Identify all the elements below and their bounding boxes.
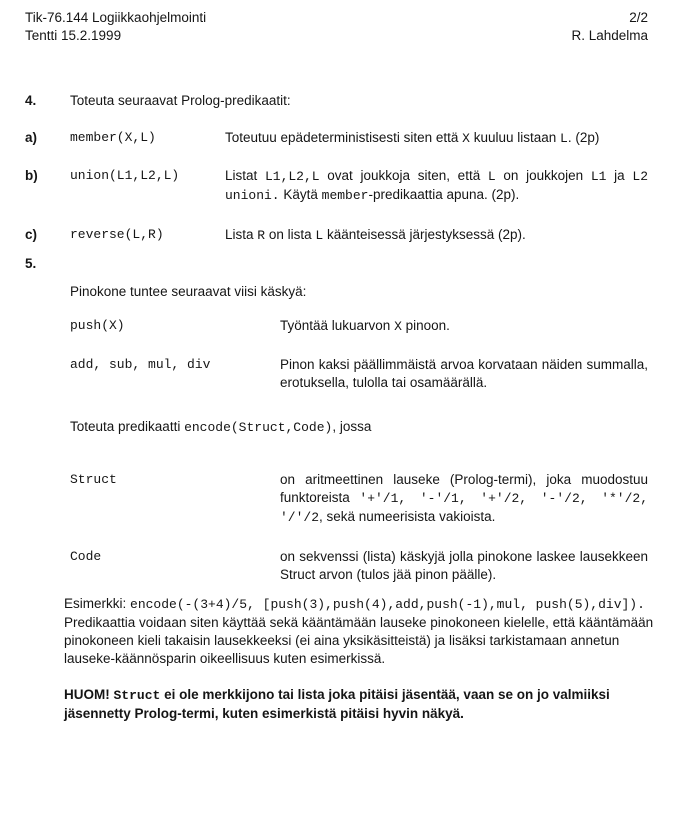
item-c bbox=[25, 226, 648, 245]
header-left bbox=[25, 9, 206, 45]
item-a-description: Toteutuu epädeterministisesti siten että X kuuluu listaan L. (2p) bbox=[225, 130, 600, 146]
encode-task: Toteuta predikaatti encode(Struct,Code), jossa bbox=[70, 419, 372, 435]
command-arith bbox=[70, 356, 648, 392]
item-c-description: Lista R on lista L käänteisessä järjestyksessä (2p). bbox=[225, 227, 526, 243]
param-struct bbox=[70, 471, 648, 527]
question-4-title: Toteuta seuraavat Prolog-predikaatit: bbox=[70, 93, 291, 108]
item-c-label: c) bbox=[25, 227, 38, 242]
param-code-description: on sekvenssi (lista) käskyjä jolla pinokone laskee lausekkeen Struct arvon (tulos jää pinon päälle). bbox=[280, 549, 648, 582]
course-title: Tik-76.144 Logiikkaohjelmointi bbox=[25, 10, 207, 25]
exam-date: Tentti 15.2.1999 bbox=[25, 28, 122, 43]
note-paragraph: HUOM! Struct ei ole merkkijono tai lista joka pitäisi jäsentää, vaan se on jo valmiiksi jäsennetty Prolog-termi, kuten esimerkistä pitäisi hyvin näkyä. bbox=[64, 687, 610, 721]
example-paragraph: Esimerkki: encode(-(3+4)/5, [push(3),push(4),add,push(-1),mul, push(5),div]). Predikaattia voidaan siten käyttää sekä kääntämään lauseke pinokoneen kielelle, että kääntämään pinokoneen kieli takaisin lausekkeeksi (ei aina yksikäsitteistä) ja lisäksi tarkistamaan annetun lauseke-käännösparin oikeellisuus kuten esimerkissä. bbox=[64, 596, 654, 666]
question-4-number: 4. bbox=[25, 93, 37, 108]
header-right bbox=[571, 9, 648, 45]
command-push bbox=[70, 317, 648, 336]
param-code-name: Code bbox=[70, 549, 102, 564]
exam-body bbox=[0, 92, 674, 723]
item-b-predicate: union(L1,L2,L) bbox=[70, 168, 180, 183]
item-b-description: Listat L1,L2,L ovat joukkoja siten, että L on joukkojen L1 ja L2 unioni. Käytä member-predikaattia apuna. (2p). bbox=[225, 168, 648, 203]
page-number: 2/2 bbox=[629, 10, 648, 25]
stack-machine-intro: Pinokone tuntee seuraavat viisi käskyä: bbox=[70, 284, 307, 299]
question-5-number: 5. bbox=[25, 256, 37, 271]
question-4 bbox=[25, 92, 648, 110]
command-push-description: Työntää lukuarvon X pinoon. bbox=[280, 318, 450, 334]
param-code bbox=[70, 548, 648, 584]
command-arith-code: add, sub, mul, div bbox=[70, 357, 211, 372]
author-name: R. Lahdelma bbox=[571, 28, 648, 43]
page-header bbox=[0, 0, 674, 45]
item-b bbox=[25, 167, 648, 205]
item-b-label: b) bbox=[25, 168, 38, 183]
param-struct-name: Struct bbox=[70, 472, 117, 487]
item-c-predicate: reverse(L,R) bbox=[70, 227, 164, 242]
item-a-predicate: member(X,L) bbox=[70, 130, 156, 145]
command-arith-description: Pinon kaksi päällimmäistä arvoa korvataan näiden summalla, erotuksella, tulolla tai osamäärällä. bbox=[280, 357, 648, 390]
param-struct-description: on aritmeettinen lauseke (Prolog-termi), joka muodostuu funktoreista '+'/1, '-'/1, '+'/2, '-'/2, '*'/2, '/'/2, sekä numeerisista vakioista. bbox=[280, 472, 648, 525]
item-a bbox=[25, 129, 648, 148]
command-push-code: push(X) bbox=[70, 318, 125, 333]
item-a-label: a) bbox=[25, 130, 38, 145]
